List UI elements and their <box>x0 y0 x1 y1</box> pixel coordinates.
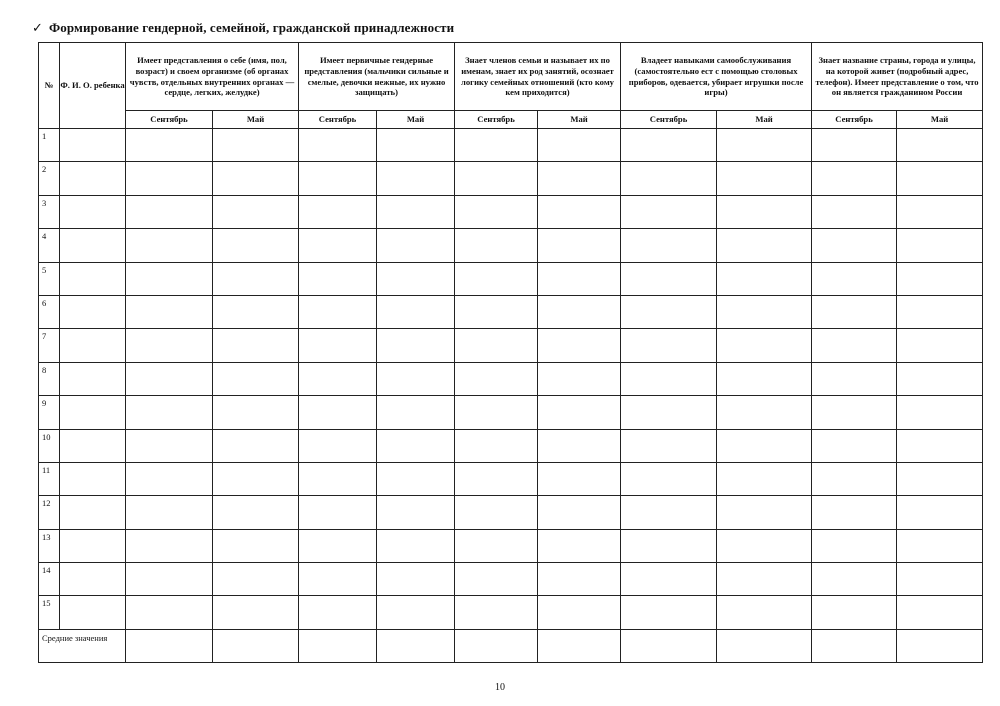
average-cell[interactable] <box>455 629 538 662</box>
score-cell[interactable] <box>812 129 897 162</box>
score-cell[interactable] <box>213 362 299 395</box>
score-cell[interactable] <box>213 529 299 562</box>
score-cell[interactable] <box>126 129 213 162</box>
score-cell[interactable] <box>377 262 455 295</box>
score-cell[interactable] <box>126 429 213 462</box>
average-cell[interactable] <box>213 629 299 662</box>
score-cell[interactable] <box>812 462 897 495</box>
score-cell[interactable] <box>812 362 897 395</box>
name-cell[interactable] <box>60 262 126 295</box>
score-cell[interactable] <box>455 596 538 629</box>
average-row <box>39 629 983 662</box>
score-cell[interactable] <box>455 429 538 462</box>
score-cell[interactable] <box>455 396 538 429</box>
assessment-table <box>38 42 983 663</box>
score-cell[interactable] <box>538 429 621 462</box>
score-cell[interactable] <box>897 563 983 596</box>
criterion-header-gender: Имеет первичные гендерные представления (мальчики сильные и смелые, девочки нежные, их нужно защищать) <box>299 43 455 111</box>
score-cell[interactable] <box>455 362 538 395</box>
score-cell[interactable] <box>621 396 717 429</box>
score-cell[interactable] <box>299 429 377 462</box>
score-cell[interactable] <box>126 362 213 395</box>
score-cell[interactable] <box>717 462 812 495</box>
score-cell[interactable] <box>538 396 621 429</box>
score-cell[interactable] <box>621 295 717 328</box>
row-number: 8 <box>39 362 60 395</box>
name-cell[interactable] <box>60 529 126 562</box>
score-cell[interactable] <box>897 596 983 629</box>
score-cell[interactable] <box>538 529 621 562</box>
score-cell[interactable] <box>126 462 213 495</box>
score-cell[interactable] <box>812 496 897 529</box>
period-may: Май <box>538 111 621 129</box>
score-cell[interactable] <box>621 262 717 295</box>
score-cell[interactable] <box>126 329 213 362</box>
period-may: Май <box>717 111 812 129</box>
score-cell[interactable] <box>299 396 377 429</box>
row-number: 12 <box>39 496 60 529</box>
row-number: 1 <box>39 129 60 162</box>
score-cell[interactable] <box>717 362 812 395</box>
score-cell[interactable] <box>213 262 299 295</box>
score-cell[interactable] <box>717 129 812 162</box>
score-cell[interactable] <box>377 229 455 262</box>
score-cell[interactable] <box>897 496 983 529</box>
table-row <box>39 162 983 195</box>
table-row <box>39 329 983 362</box>
table-row <box>39 129 983 162</box>
score-cell[interactable] <box>213 229 299 262</box>
criterion-header-citizenship: Знает название страны, города и улицы, на которой живет (подробный адрес, телефон). Имеет представление о том, что он является гражданином России <box>812 43 983 111</box>
row-number: 7 <box>39 329 60 362</box>
score-cell[interactable] <box>538 329 621 362</box>
table-row <box>39 529 983 562</box>
score-cell[interactable] <box>213 596 299 629</box>
period-september: Сентябрь <box>455 111 538 129</box>
score-cell[interactable] <box>213 563 299 596</box>
score-cell[interactable] <box>621 129 717 162</box>
period-header-row <box>39 111 983 129</box>
score-cell[interactable] <box>126 396 213 429</box>
section-heading <box>32 20 454 36</box>
score-cell[interactable] <box>897 429 983 462</box>
name-cell[interactable] <box>60 563 126 596</box>
score-cell[interactable] <box>455 195 538 228</box>
table-row <box>39 563 983 596</box>
score-cell[interactable] <box>126 262 213 295</box>
row-number: 2 <box>39 162 60 195</box>
table-row <box>39 462 983 495</box>
score-cell[interactable] <box>377 362 455 395</box>
score-cell[interactable] <box>897 396 983 429</box>
score-cell[interactable] <box>126 496 213 529</box>
name-cell[interactable] <box>60 496 126 529</box>
score-cell[interactable] <box>377 129 455 162</box>
score-cell[interactable] <box>377 162 455 195</box>
score-cell[interactable] <box>377 462 455 495</box>
score-cell[interactable] <box>299 462 377 495</box>
name-cell[interactable] <box>60 129 126 162</box>
table-row <box>39 496 983 529</box>
period-may: Май <box>213 111 299 129</box>
score-cell[interactable] <box>897 362 983 395</box>
score-cell[interactable] <box>299 596 377 629</box>
score-cell[interactable] <box>621 162 717 195</box>
score-cell[interactable] <box>213 462 299 495</box>
score-cell[interactable] <box>538 229 621 262</box>
score-cell[interactable] <box>538 295 621 328</box>
score-cell[interactable] <box>812 563 897 596</box>
name-cell[interactable] <box>60 429 126 462</box>
score-cell[interactable] <box>377 295 455 328</box>
score-cell[interactable] <box>812 529 897 562</box>
score-cell[interactable] <box>897 195 983 228</box>
score-cell[interactable] <box>299 529 377 562</box>
score-cell[interactable] <box>455 262 538 295</box>
score-cell[interactable] <box>213 195 299 228</box>
row-number: 15 <box>39 596 60 629</box>
page-number: 10 <box>495 682 505 693</box>
section-heading-text: Формирование гендерной, семейной, гражданской принадлежности <box>49 20 455 35</box>
table-row <box>39 596 983 629</box>
score-cell[interactable] <box>897 329 983 362</box>
score-cell[interactable] <box>621 596 717 629</box>
score-cell[interactable] <box>213 496 299 529</box>
average-cell[interactable] <box>538 629 621 662</box>
score-cell[interactable] <box>717 529 812 562</box>
name-cell[interactable] <box>60 162 126 195</box>
check-icon: ✓ <box>32 20 43 35</box>
score-cell[interactable] <box>126 229 213 262</box>
criterion-header-family: Знает членов семьи и называет их по именам, знает их род занятий, осознает логику семейных отношений (кто кому кем приходится) <box>455 43 621 111</box>
score-cell[interactable] <box>538 596 621 629</box>
row-number: 9 <box>39 396 60 429</box>
score-cell[interactable] <box>377 195 455 228</box>
name-cell[interactable] <box>60 295 126 328</box>
row-number: 11 <box>39 462 60 495</box>
score-cell[interactable] <box>126 162 213 195</box>
name-cell[interactable] <box>60 462 126 495</box>
score-cell[interactable] <box>455 462 538 495</box>
name-cell[interactable] <box>60 596 126 629</box>
score-cell[interactable] <box>455 529 538 562</box>
score-cell[interactable] <box>538 362 621 395</box>
score-cell[interactable] <box>538 262 621 295</box>
score-cell[interactable] <box>213 295 299 328</box>
score-cell[interactable] <box>213 162 299 195</box>
score-cell[interactable] <box>299 195 377 228</box>
score-cell[interactable] <box>717 496 812 529</box>
score-cell[interactable] <box>299 162 377 195</box>
score-cell[interactable] <box>538 496 621 529</box>
score-cell[interactable] <box>621 462 717 495</box>
score-cell[interactable] <box>538 129 621 162</box>
score-cell[interactable] <box>812 429 897 462</box>
score-cell[interactable] <box>717 429 812 462</box>
score-cell[interactable] <box>455 563 538 596</box>
average-cell[interactable] <box>299 629 377 662</box>
table-row <box>39 396 983 429</box>
score-cell[interactable] <box>812 396 897 429</box>
score-cell[interactable] <box>897 529 983 562</box>
score-cell[interactable] <box>717 162 812 195</box>
average-cell[interactable] <box>126 629 213 662</box>
header-row <box>39 43 983 111</box>
criterion-header-selfcare: Владеет навыками самообслуживания (самостоятельно ест с помощью столовых приборов, одевается, убирает игрушки после игры) <box>621 43 812 111</box>
score-cell[interactable] <box>717 195 812 228</box>
score-cell[interactable] <box>812 329 897 362</box>
row-number: 5 <box>39 262 60 295</box>
criterion-header-self: Имеет представления о себе (имя, пол, возраст) и своем организме (об органах чувств, отдельных внутренних органах — сердце, легких, желудке) <box>126 43 299 111</box>
period-september: Сентябрь <box>299 111 377 129</box>
score-cell[interactable] <box>897 129 983 162</box>
score-cell[interactable] <box>897 262 983 295</box>
row-number: 10 <box>39 429 60 462</box>
score-cell[interactable] <box>897 229 983 262</box>
score-cell[interactable] <box>126 295 213 328</box>
score-cell[interactable] <box>717 229 812 262</box>
table-row <box>39 295 983 328</box>
score-cell[interactable] <box>897 162 983 195</box>
score-cell[interactable] <box>897 462 983 495</box>
score-cell[interactable] <box>717 295 812 328</box>
score-cell[interactable] <box>377 496 455 529</box>
score-cell[interactable] <box>377 596 455 629</box>
period-september: Сентябрь <box>812 111 897 129</box>
score-cell[interactable] <box>621 529 717 562</box>
period-september: Сентябрь <box>126 111 213 129</box>
score-cell[interactable] <box>299 563 377 596</box>
table-row <box>39 229 983 262</box>
name-header: Ф. И. О. ребенка <box>60 43 126 129</box>
score-cell[interactable] <box>621 429 717 462</box>
table-row <box>39 195 983 228</box>
name-cell[interactable] <box>60 229 126 262</box>
average-cell[interactable] <box>717 629 812 662</box>
table-row <box>39 362 983 395</box>
score-cell[interactable] <box>538 195 621 228</box>
score-cell[interactable] <box>812 262 897 295</box>
num-header: № <box>39 43 60 129</box>
score-cell[interactable] <box>717 563 812 596</box>
score-cell[interactable] <box>621 329 717 362</box>
score-cell[interactable] <box>455 295 538 328</box>
score-cell[interactable] <box>377 429 455 462</box>
score-cell[interactable] <box>538 563 621 596</box>
score-cell[interactable] <box>812 596 897 629</box>
name-cell[interactable] <box>60 329 126 362</box>
average-cell[interactable] <box>377 629 455 662</box>
score-cell[interactable] <box>126 596 213 629</box>
period-september: Сентябрь <box>621 111 717 129</box>
score-cell[interactable] <box>377 529 455 562</box>
score-cell[interactable] <box>455 496 538 529</box>
score-cell[interactable] <box>717 262 812 295</box>
score-cell[interactable] <box>455 229 538 262</box>
score-cell[interactable] <box>299 329 377 362</box>
score-cell[interactable] <box>455 329 538 362</box>
score-cell[interactable] <box>455 129 538 162</box>
score-cell[interactable] <box>299 295 377 328</box>
score-cell[interactable] <box>621 496 717 529</box>
score-cell[interactable] <box>299 129 377 162</box>
score-cell[interactable] <box>299 229 377 262</box>
score-cell[interactable] <box>377 396 455 429</box>
score-cell[interactable] <box>213 329 299 362</box>
score-cell[interactable] <box>455 162 538 195</box>
name-cell[interactable] <box>60 195 126 228</box>
row-number: 6 <box>39 295 60 328</box>
score-cell[interactable] <box>717 596 812 629</box>
score-cell[interactable] <box>621 563 717 596</box>
score-cell[interactable] <box>299 496 377 529</box>
row-number: 13 <box>39 529 60 562</box>
name-cell[interactable] <box>60 396 126 429</box>
table-row <box>39 429 983 462</box>
average-cell[interactable] <box>897 629 983 662</box>
score-cell[interactable] <box>377 329 455 362</box>
average-cell[interactable] <box>812 629 897 662</box>
score-cell[interactable] <box>621 362 717 395</box>
score-cell[interactable] <box>377 563 455 596</box>
period-may: Май <box>897 111 983 129</box>
row-number: 3 <box>39 195 60 228</box>
score-cell[interactable] <box>299 362 377 395</box>
score-cell[interactable] <box>812 162 897 195</box>
score-cell[interactable] <box>213 429 299 462</box>
table-row <box>39 262 983 295</box>
score-cell[interactable] <box>538 162 621 195</box>
score-cell[interactable] <box>126 563 213 596</box>
score-cell[interactable] <box>213 129 299 162</box>
row-number: 14 <box>39 563 60 596</box>
score-cell[interactable] <box>717 329 812 362</box>
score-cell[interactable] <box>213 396 299 429</box>
score-cell[interactable] <box>812 229 897 262</box>
score-cell[interactable] <box>126 195 213 228</box>
score-cell[interactable] <box>621 229 717 262</box>
score-cell[interactable] <box>717 396 812 429</box>
score-cell[interactable] <box>812 295 897 328</box>
score-cell[interactable] <box>897 295 983 328</box>
period-may: Май <box>377 111 455 129</box>
average-label: Средние значения <box>39 629 126 662</box>
score-cell[interactable] <box>299 262 377 295</box>
score-cell[interactable] <box>538 462 621 495</box>
name-cell[interactable] <box>60 362 126 395</box>
score-cell[interactable] <box>812 195 897 228</box>
score-cell[interactable] <box>621 195 717 228</box>
average-cell[interactable] <box>621 629 717 662</box>
score-cell[interactable] <box>126 529 213 562</box>
row-number: 4 <box>39 229 60 262</box>
